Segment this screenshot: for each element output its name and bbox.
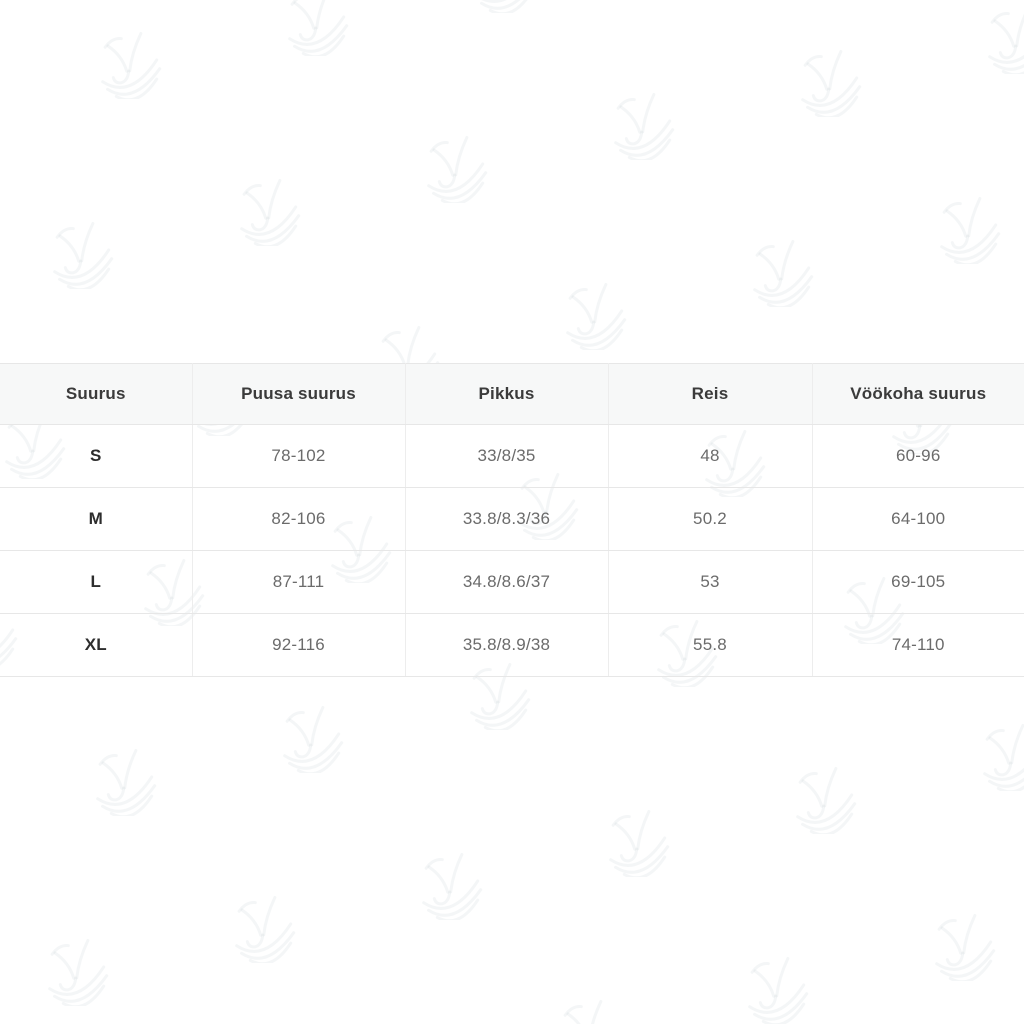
measurement-cell: 74-110 xyxy=(812,614,1024,677)
brand-watermark xyxy=(606,90,676,160)
brand-anchor-swoosh-icon xyxy=(88,746,158,816)
brand-anchor-swoosh-icon xyxy=(414,850,484,920)
brand-anchor-swoosh-icon xyxy=(553,997,623,1024)
brand-watermark xyxy=(601,807,671,877)
brand-anchor-swoosh-icon xyxy=(558,280,628,350)
column-header: Suurus xyxy=(0,364,192,425)
measurement-cell: 78-102 xyxy=(192,425,405,488)
brand-watermark xyxy=(419,133,489,203)
measurement-cell: 48 xyxy=(608,425,812,488)
brand-watermark xyxy=(467,0,537,13)
measurement-cell: 33/8/35 xyxy=(405,425,608,488)
size-chart-table xyxy=(0,363,1024,677)
brand-watermark xyxy=(280,0,350,56)
brand-anchor-swoosh-icon xyxy=(601,807,671,877)
brand-watermark xyxy=(232,176,302,246)
table-body xyxy=(0,425,1024,677)
table-row xyxy=(0,425,1024,488)
table-row xyxy=(0,614,1024,677)
table-header-row xyxy=(0,364,1024,425)
table-header xyxy=(0,364,1024,425)
brand-anchor-swoosh-icon xyxy=(793,47,863,117)
measurement-cell: 50.2 xyxy=(608,488,812,551)
brand-anchor-swoosh-icon xyxy=(980,4,1024,74)
measurement-cell: 35.8/8.9/38 xyxy=(405,614,608,677)
column-header: Puusa suurus xyxy=(192,364,405,425)
measurement-cell: 69-105 xyxy=(812,551,1024,614)
brand-watermark xyxy=(93,29,163,99)
measurement-cell: 34.8/8.6/37 xyxy=(405,551,608,614)
column-header: Pikkus xyxy=(405,364,608,425)
measurement-cell: 60-96 xyxy=(812,425,1024,488)
measurement-cell: 64-100 xyxy=(812,488,1024,551)
column-header: Vöökoha suurus xyxy=(812,364,1024,425)
brand-anchor-swoosh-icon xyxy=(419,133,489,203)
size-label-cell: S xyxy=(0,425,192,488)
brand-anchor-swoosh-icon xyxy=(232,176,302,246)
brand-anchor-swoosh-icon xyxy=(275,703,345,773)
table-row xyxy=(0,551,1024,614)
size-label-cell: XL xyxy=(0,614,192,677)
brand-anchor-swoosh-icon xyxy=(932,194,1002,264)
brand-watermark xyxy=(788,764,858,834)
brand-watermark xyxy=(88,746,158,816)
column-header: Reis xyxy=(608,364,812,425)
brand-anchor-swoosh-icon xyxy=(227,893,297,963)
measurement-cell: 87-111 xyxy=(192,551,405,614)
brand-watermark xyxy=(558,280,628,350)
measurement-cell: 33.8/8.3/36 xyxy=(405,488,608,551)
brand-watermark xyxy=(932,194,1002,264)
brand-watermark xyxy=(927,911,997,981)
brand-watermark xyxy=(227,893,297,963)
brand-watermark xyxy=(975,721,1024,791)
brand-watermark xyxy=(740,954,810,1024)
measurement-cell: 55.8 xyxy=(608,614,812,677)
brand-anchor-swoosh-icon xyxy=(467,0,537,13)
measurement-cell: 92-116 xyxy=(192,614,405,677)
table-row xyxy=(0,488,1024,551)
brand-watermark xyxy=(414,850,484,920)
brand-anchor-swoosh-icon xyxy=(975,721,1024,791)
size-label-cell: L xyxy=(0,551,192,614)
brand-watermark xyxy=(45,219,115,289)
brand-watermark xyxy=(40,936,110,1006)
brand-anchor-swoosh-icon xyxy=(606,90,676,160)
brand-watermark xyxy=(553,997,623,1024)
brand-anchor-swoosh-icon xyxy=(740,954,810,1024)
brand-watermark xyxy=(275,703,345,773)
measurement-cell: 82-106 xyxy=(192,488,405,551)
brand-anchor-swoosh-icon xyxy=(40,936,110,1006)
measurement-cell: 53 xyxy=(608,551,812,614)
brand-watermark xyxy=(980,4,1024,74)
brand-anchor-swoosh-icon xyxy=(745,237,815,307)
brand-watermark xyxy=(745,237,815,307)
brand-anchor-swoosh-icon xyxy=(45,219,115,289)
brand-anchor-swoosh-icon xyxy=(93,29,163,99)
brand-watermark xyxy=(793,47,863,117)
size-label-cell: M xyxy=(0,488,192,551)
brand-anchor-swoosh-icon xyxy=(280,0,350,56)
brand-anchor-swoosh-icon xyxy=(788,764,858,834)
brand-anchor-swoosh-icon xyxy=(927,911,997,981)
